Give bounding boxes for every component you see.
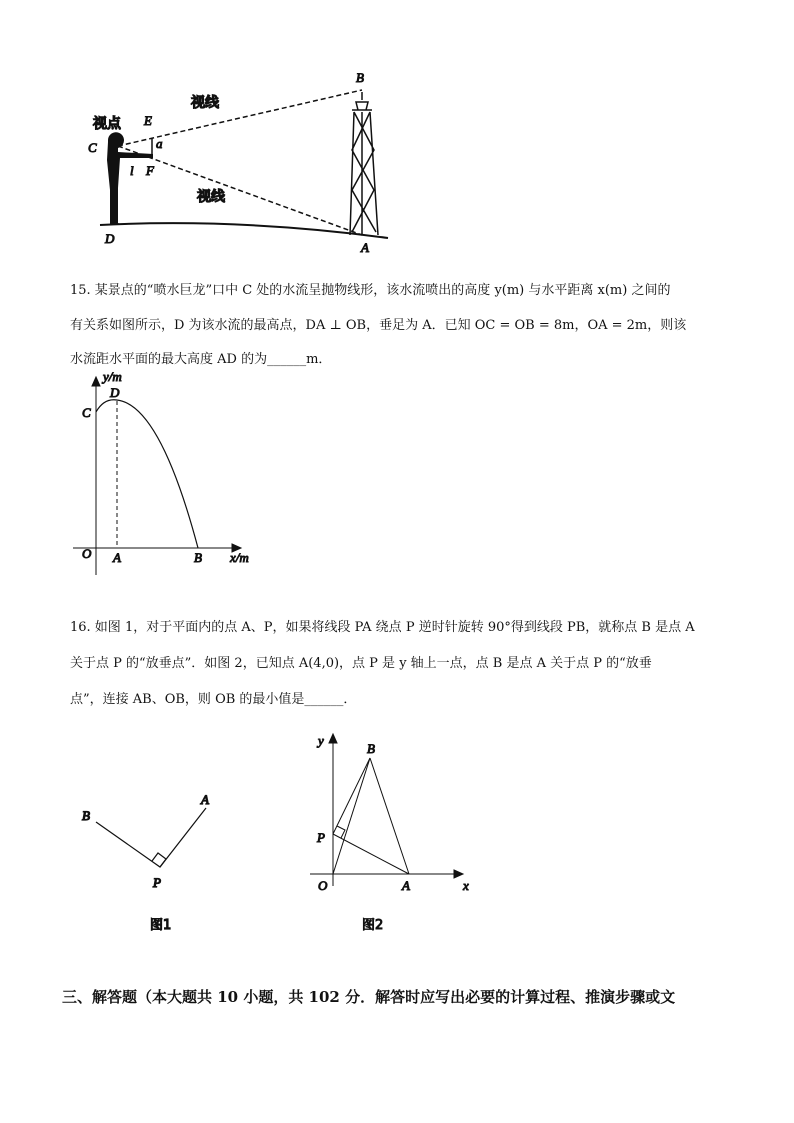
q15-line-2: 有关系如图所示，D 为该水流的最高点，DA ⊥ OB，垂足为 A．已知 OC = OB = 8m，OA = 2m，则该 xyxy=(70,318,687,333)
caption-fig2: 图2 xyxy=(362,918,384,933)
label-B: B xyxy=(367,741,375,756)
segment-pb xyxy=(333,758,370,834)
segments-bp-pa xyxy=(96,808,206,867)
q16-figure-1 xyxy=(82,792,209,933)
q16-line-1: 16. 如图 1，对于平面内的点 A、P，如果将线段 PA 绕点 P 逆时针旋转 90°得到线段 PB，就称点 B 是点 A xyxy=(70,620,695,635)
label-F: F xyxy=(146,163,154,178)
label-y-axis: y/m xyxy=(103,369,122,384)
sight-line-bottom xyxy=(118,146,362,235)
q15-line-1: 15. 某景点的“喷水巨龙”口中 C 处的水流呈抛物线形，该水流喷出的高度 y(m) 与水平距离 x(m) 之间的 xyxy=(70,283,671,298)
label-A: A xyxy=(201,792,209,807)
y-axis-arrow xyxy=(92,377,100,386)
tower-figure xyxy=(88,70,388,255)
segment-ob xyxy=(333,758,370,874)
label-a: a xyxy=(156,136,163,151)
label-C: C xyxy=(88,140,97,155)
q16-line-3: 点”，连接 AB、OB，则 OB 的最小值是______． xyxy=(70,692,357,707)
right-angle-mark xyxy=(152,853,166,867)
label-B: B xyxy=(356,70,364,85)
label-A: A xyxy=(361,240,369,255)
y-axis-arrow xyxy=(329,734,337,743)
label-viewpoint: 视点 xyxy=(93,116,121,132)
label-sightline-top: 视线 xyxy=(191,95,219,111)
section-3-heading: 三、解答题（本大题共 10 小题，共 102 分．解答时应写出必要的计算过程、推演步骤或文 xyxy=(62,988,676,1006)
label-x: x xyxy=(463,878,469,893)
label-P: P xyxy=(153,875,161,890)
sight-line-top xyxy=(118,90,362,146)
tower xyxy=(350,92,378,235)
label-x-axis: x/m xyxy=(230,550,249,565)
q16-line-2: 关于点 P 的“放垂点”．如图 2，已知点 A(4,0)，点 P 是 y 轴上一点，点 B 是点 A 关于点 P 的“放垂 xyxy=(70,656,652,671)
label-O: O xyxy=(82,546,92,561)
label-D: D xyxy=(105,231,115,246)
label-D: D xyxy=(110,385,120,400)
label-P: P xyxy=(317,830,325,845)
label-sightline-bottom: 视线 xyxy=(197,189,225,205)
caption-fig1: 图1 xyxy=(150,918,172,933)
label-B: B xyxy=(194,550,202,565)
label-C: C xyxy=(82,405,91,420)
label-E: E xyxy=(144,113,152,128)
x-axis-arrow xyxy=(454,870,463,878)
label-O: O xyxy=(318,878,328,893)
label-A: A xyxy=(402,878,410,893)
parabola-figure xyxy=(73,369,249,575)
ground-line xyxy=(100,223,388,238)
parabola-curve xyxy=(96,400,198,548)
q16-figure-2 xyxy=(310,733,469,933)
label-B: B xyxy=(82,808,90,823)
label-A: A xyxy=(113,550,121,565)
person-silhouette xyxy=(107,132,153,225)
label-l: l xyxy=(130,163,134,178)
q15-line-3: 水流距水平面的最大高度 AD 的为______m． xyxy=(70,352,332,367)
label-y: y xyxy=(318,733,324,748)
